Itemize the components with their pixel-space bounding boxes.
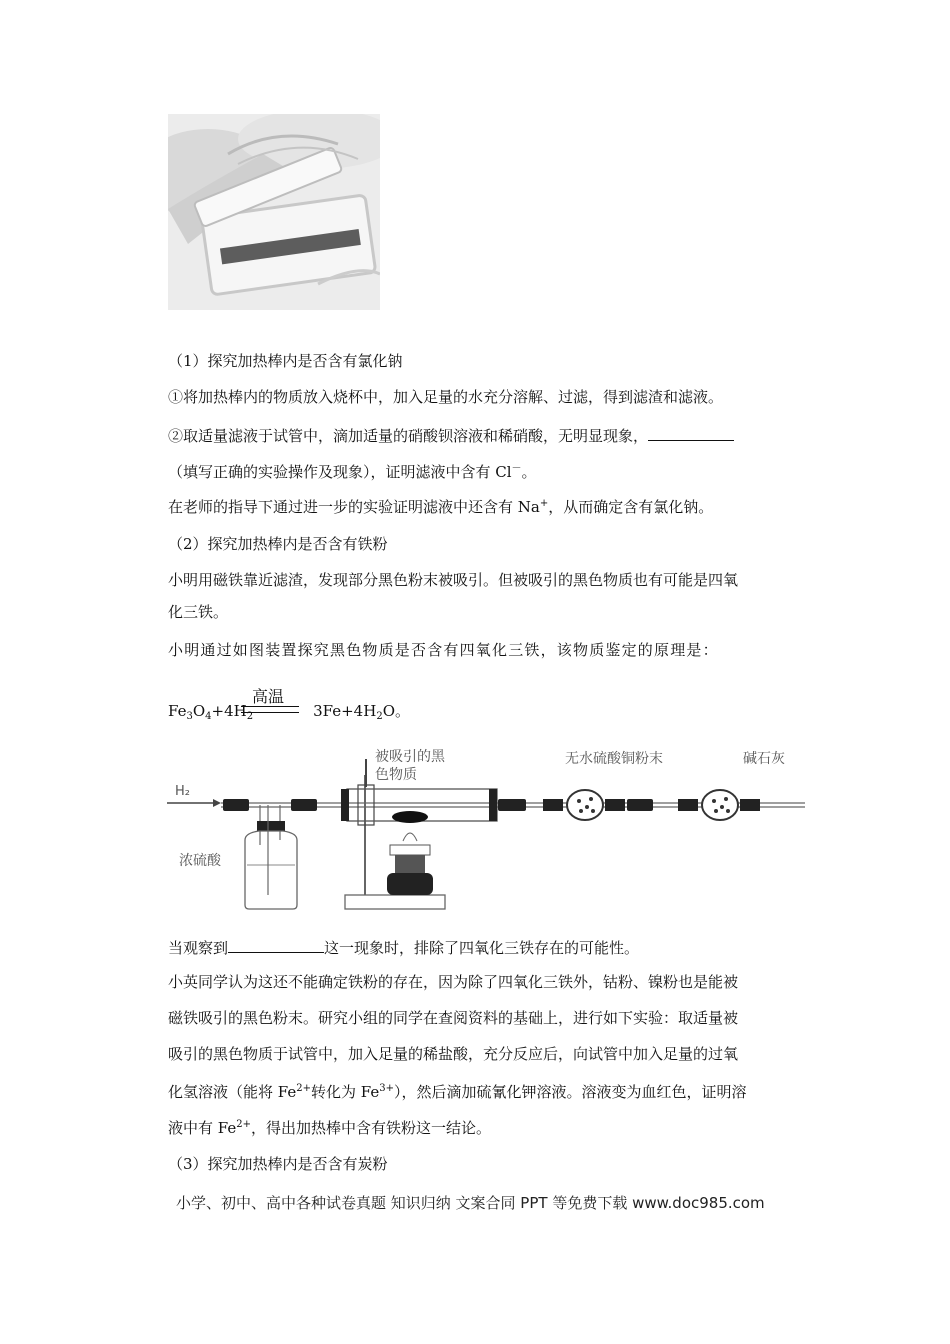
- section1-step2: [168, 424, 734, 446]
- section2-p3-line1: 小英同学认为这还不能确定铁粉的存在，因为除了四氧化三铁外，钴粉、镍粉也是能被: [168, 973, 739, 991]
- rubber-connector-4: [627, 799, 653, 811]
- p3-line4-c: ），然后滴加硫氰化钾溶液。溶液变为血红色，证明溶: [393, 1083, 747, 1101]
- fe3-charge: 3+: [379, 1083, 394, 1094]
- eq-products: 3Fe+4H: [313, 702, 377, 720]
- step2-cont-text: （填写正确的实验操作及现象），证明滤液中含有 Cl: [168, 463, 512, 481]
- section2-p1-line1: 小明用磁铁靠近滤渣，发现部分黑色粉末被吸引。但被吸引的黑色物质也有可能是四氧: [168, 571, 739, 589]
- sodium-charge: +: [539, 498, 549, 509]
- apparatus-diagram: [165, 745, 825, 915]
- eq-fe-sub: 3: [186, 711, 193, 722]
- heating-rod-photo: [168, 114, 380, 310]
- alcohol-lamp: [395, 855, 425, 873]
- black-powder: [392, 811, 428, 823]
- fe2-charge: 2+: [296, 1083, 311, 1094]
- flame: [403, 833, 417, 841]
- sodium-text: 在老师的指导下通过进一步的实验证明滤液中还含有 Na: [168, 498, 540, 516]
- observe-text-a: 当观察到: [168, 939, 229, 957]
- observe-line: [168, 936, 639, 958]
- p3-line5-b: ，得出加热棒中含有铁粉这一结论。: [250, 1119, 491, 1137]
- section2-p3-line2: 磁铁吸引的黑色粉末。研究小组的同学在查阅资料的基础上，进行如下实验：取适量被: [168, 1009, 739, 1027]
- eq-h2-sub: 2: [246, 711, 254, 722]
- p3-line4-b: 转化为 Fe: [310, 1083, 380, 1101]
- fe2-charge-2: 2+: [236, 1119, 251, 1130]
- cuso4-bulb: [567, 790, 603, 820]
- section1-step1: ①将加热棒内的物质放入烧杯中，加入足量的水充分溶解、过滤，得到滤渣和滤液。: [168, 388, 724, 406]
- eq-h2o-sub: 2: [376, 711, 383, 722]
- rubber-connector-1: [223, 799, 249, 811]
- section2-p1-line2: 化三铁。: [168, 603, 229, 621]
- page-footer[interactable]: 小学、初中、高中各种试卷真题 知识归纳 文案合同 PPT 等免费下载 www.doc985.com: [176, 1194, 765, 1212]
- wash-bottle: [245, 831, 297, 909]
- black-powder-label-2: 色物质: [375, 767, 417, 783]
- section2-heading: （2）探究加热棒内是否含有铁粉: [168, 535, 388, 553]
- eq-h2: +4H: [211, 702, 247, 720]
- observe-text-b: 这一现象时，排除了四氧化三铁存在的可能性。: [324, 939, 640, 957]
- section1-step2-cont: [168, 462, 537, 482]
- section3-heading: （3）探究加热棒内是否含有炭粉: [168, 1155, 388, 1173]
- heating-rod-illustration: [168, 114, 380, 310]
- section2-p3-line5: [168, 1118, 491, 1138]
- h2-label: H₂: [175, 784, 190, 799]
- answer-blank-1[interactable]: [648, 424, 734, 441]
- eq-o-sub: 4: [205, 711, 212, 722]
- section2-p2: 小明通过如图装置探究黑色物质是否含有四氧化三铁，该物质鉴定的原理是：: [168, 641, 719, 659]
- section2-p3-line3: 吸引的黑色物质于试管中，加入足量的稀盐酸，充分反应后，向试管中加入足量的过氧: [168, 1045, 739, 1063]
- section1-heading: （1）探究加热棒内是否含有氯化钠: [168, 352, 403, 370]
- eq-o: O: [192, 702, 206, 720]
- iron-stand-base: [345, 895, 445, 909]
- acid-label: 浓硫酸: [179, 853, 221, 869]
- rubber-connector-2: [291, 799, 317, 811]
- step2-text: ②取适量滤液于试管中，滴加适量的硝酸钡溶液和稀硝酸，无明显现象，: [168, 427, 649, 445]
- answer-blank-2[interactable]: [228, 936, 324, 953]
- sodium-end: ，从而确定含有氯化钠。: [548, 498, 714, 516]
- eq-fe: Fe: [168, 702, 187, 720]
- equation-condition: 高温: [252, 687, 285, 706]
- soda-lime-label: 碱石灰: [743, 751, 785, 767]
- p3-line4-a: 化氢溶液（能将 Fe: [168, 1083, 297, 1101]
- eq-end: O。: [382, 702, 410, 720]
- section2-p3-line4: [168, 1082, 746, 1102]
- soda-lime-bulb: [702, 790, 738, 820]
- black-powder-label-1: 被吸引的黑: [375, 749, 445, 765]
- rubber-connector-3: [498, 799, 526, 811]
- chemical-equation: [168, 700, 410, 721]
- chloride-charge: －: [511, 463, 522, 474]
- section1-sodium: [168, 497, 713, 517]
- step2-cont-end: 。: [521, 463, 537, 481]
- bottle-stopper: [257, 821, 285, 831]
- p3-line5-a: 液中有 Fe: [168, 1119, 237, 1137]
- cuso4-label: 无水硫酸铜粉末: [565, 751, 663, 767]
- h2-arrow-head: [213, 799, 221, 807]
